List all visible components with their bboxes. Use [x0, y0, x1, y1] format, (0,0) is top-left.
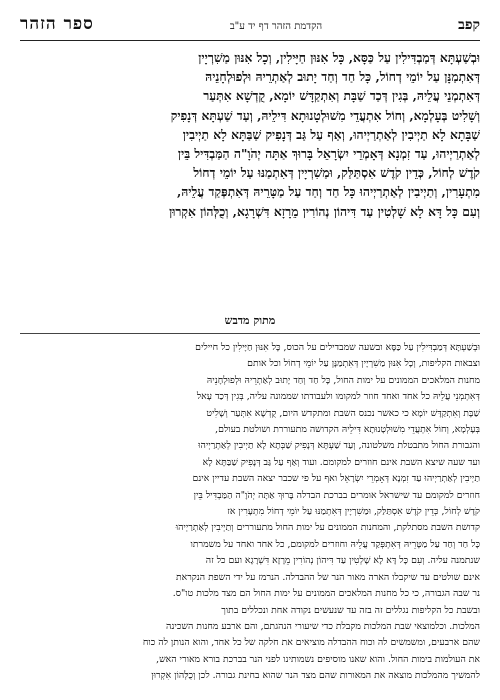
commentary-line: מחנות המלאכים הממונים על ימות החול, כָּל חַד וְחַד יָתוּב לְאַתְרֵיהּ וּלְפוּלְחָנֵיהּ: [206, 374, 480, 386]
main-text-line: שַׁבָּתָא לָא תַיְיבִין לְאַתְרַיְיהוּ, וְאַף עַל גַּב דְּנָפִיק שַׁבַּתָּא לָא תַיְיבִין: [182, 126, 480, 142]
commentary-line: והגבורת החול מתבטלת משלטונה, וְעַד שַׁעְתָּא דְּנָפִיק שַׁבְּתָא לָא תַיְיבִין לְאַתְרַיְיהוּ: [198, 440, 480, 452]
header-divider: [20, 40, 480, 41]
page-number: קפב: [458, 17, 480, 33]
commentary-line: ובשבת כל הקליפות נגללים זה בזה עד שנעשים נקודה אחת ונכללים בתוך: [221, 604, 480, 616]
book-title: ספר הזהר: [20, 14, 94, 34]
main-text-block: [20, 48, 480, 221]
main-text-line: לְאַתְרַיְיהוּ, עַד זִמְנָא דְּאָמְרֵי יִשְׂרָאֵל בָּרוּךְ אַתָּה יְהֹוָ"ה הַמַּבְדִּיל בֵּין: [177, 146, 480, 162]
commentary-divider: [20, 333, 480, 334]
main-text-line: דְּאִתְמַנָּן עַל יוֹמֵי דְחוֹל, כָּל חַד וְחַד יָתוּב לְאַתְרֵיהּ וּלְפוּלְחָנֵיהּ: [205, 69, 480, 85]
running-reference: הקדמת הזהר דף יד ע"ב: [229, 21, 323, 32]
commentary-section: [20, 314, 480, 685]
main-text-line: וְשָׁלִיט בְּעָלְמָא, וְחוֹל אִתְעֲדֵי מִשׁוּלְטָנוּתָא דִּילֵיהּ, וְעַד שַׁעְתָּא דְּנָפִיק: [170, 107, 480, 123]
commentary-line: ועד שעה שיצא השבת אינם חוזרים למקומם. ועוד וְאַף עַל גַּב דְּנָפִיק שַׁבַּתָּא לָא: [202, 456, 480, 468]
commentary-line: חוזרים למקומם עד שישראל אומרים בברכת הבדלה בָּרוּךְ אַתָּה יְהֹוָ"ה הַמַּבְדִּיל בֵּין: [193, 489, 480, 501]
commentary-line: וצבאות הקליפות, וְכָל אִנּוּן מַשִׁרְיָין דְּאִתְמַנָּן עַל יוֹמֵי דְחוֹל וכל אותם: [247, 358, 480, 370]
commentary-line: נר שבה הגבורה, כי כל מחנות המלאכים הממונים על ימות החול הם מצד מלכות טו"ס.: [172, 588, 480, 600]
commentary-line: קֹדֶשׁ לְחוֹל, כְּדֵין קֹדֶשׁ אִסְתַּלַּק, וּמַשִׁרְיָין דְּאִתְמַנּוּ עַל יוֹמֵי דְחוֹל מִתְעָרִין אז: [227, 506, 480, 518]
commentary-title: מתוק מדבש: [224, 314, 276, 327]
commentary-line: דְּאִתְמְנֵי עֲלֵיהּ כל אחד ואחד חוזר למקומו ולעבודתו שממונה עליה, בְּגִין דְּכַד עָאל: [196, 391, 480, 403]
page-header: [20, 14, 480, 38]
commentary-line: כָּל חַד וְחַד עַל מַטָּרֵיהּ דְּאִתְפְּקַד עֲלֵיהּ וחוזרים למקומם, כל אחד ואחד על משמרתו: [190, 538, 480, 550]
commentary-text-block: [20, 340, 480, 685]
commentary-line: בְּעָלְמָא, וְחוֹל אִתְעֲדֵי מִשׁוּלְטָנוּתָא דִּילֵיהּ הקדושה מתעוררת ושולטת בעולם,: [215, 424, 480, 436]
main-text-line: דְּאִתְמְנֵי עֲלֵיהּ, בְּגִין דְּכַד שַׁבָּת וְאִתְקַדָּשׁ יוֹמָא, קֻדְשָׁא אִתְּעַר: [203, 88, 480, 104]
commentary-line: שנתמנה עליה. וְעִם כָּל דָּא לָא שָׁלְטִין עַד דִּיהוֹן נְהוֹרִין מֵרָזָא דִּשְׁרָגָא ועם כל זה: [205, 555, 480, 567]
commentary-line: להמשיך מהמלכות מוצאה את המאורות שהם מצד הנר שהוא בחינת גבורה. לכן וְכֻלְּהוֹן אִקְרוּן: [151, 670, 480, 682]
main-text-line: קֹדֶשׁ לְחוֹל, כְּדֵין קֹדֶשׁ אִסְתַּלַּק, וּמַשִׁרְיָין דְּאִתְמַנּוּ עַל יוֹמֵי דְחוֹל: [193, 165, 480, 181]
commentary-line: שַׁבָּת וְאִתְקַדָּשׁ יוֹמָא כי כאשר נכנס השבת ומתקדש היום, קֻדְשָׁא אִתְּעַר וְשָׁלִיט: [206, 407, 480, 419]
book-page: [20, 14, 480, 690]
commentary-line: קדושת השבת מסתלקת, והמחנות הממונים על ימות החול מתעוררים וְתַיְיבִין לְאַתְרַיְיהוּ: [175, 522, 480, 534]
main-text-line: מִתְעָרִין, וְתַיְיבִין לְאַתְרַיְיהוּ כָּל חַד וְחַד עַל מַטָּרֵיהּ דְּאִתְפְּקַד עֲלֵיהּ,: [176, 184, 480, 200]
commentary-line: המלכות. וכלמוצאי שבת המלכות מקבלת כדי שיעורי הנהגתם, והם ארבע מחנות השכינה: [166, 620, 480, 632]
commentary-line: וּבְשַׁעְתָּא דְּמַבְדִּילִין עַל כַּסָּא ובשעה שמבדילים על הכוס, כָּל אִנּוּן חַיָּילִין כל חיילים: [195, 342, 480, 353]
commentary-line: שהם ארבעים, ומשמשים לה וכוח ההבדלה מוציאים את חלקה של כל אחד, והוא הנותן לה כוח: [142, 637, 480, 649]
commentary-line: את העולמות בימות החול. והוא שאנו מוסיפים נשמותינו לפני הנר בברכת בורא מאורי האש,: [156, 653, 480, 665]
commentary-line: תַיְיבִין לְאַתְרַיְיהוּ עַד זִמְנָא דְּאָמְרֵי יִשְׂרָאֵל ואף על פי שכבר יצאה השבת עדיין אינם: [192, 473, 480, 485]
main-text-line: וְעִם כָּל דָּא לָא שָׁלְטִין עַד דִּיהוֹן נְהוֹרִין מֵרָזָא דִּשְׁרָגָא, וְכֻלְּהוֹן אִקְרוּן: [169, 203, 480, 219]
main-text-line: וּבְשַׁעְתָּא דְּמַבְדִּילִין עַל כַּסָּא, כָּל אִנּוּן חַיָּילִין, וְכָל אִנּוּן מַשִׁרְיָין: [198, 50, 480, 65]
commentary-line: אינם שולטים עד שיקבלו הארה מאור הנר של ההבדלה. הנרמז על ידי השפת הנקראת: [175, 571, 480, 583]
